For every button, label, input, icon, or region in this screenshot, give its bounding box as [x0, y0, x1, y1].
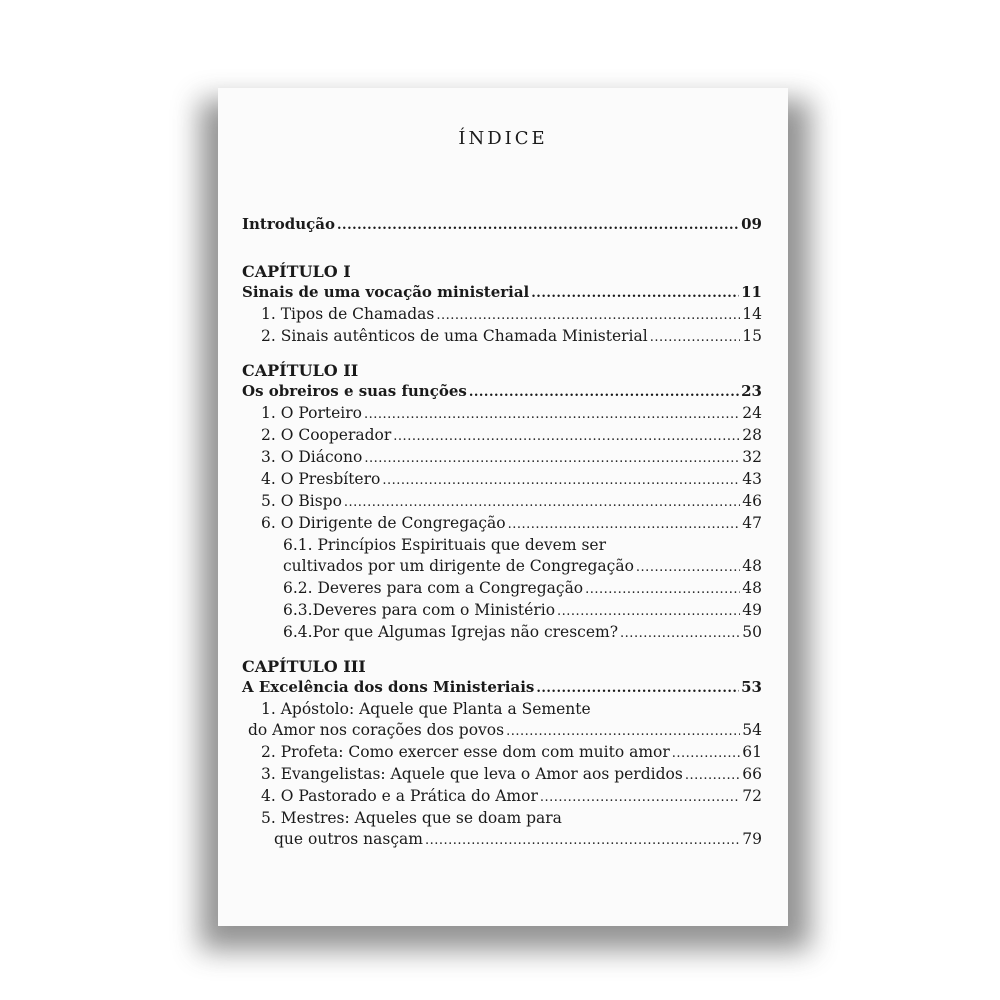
toc-entry — [242, 786, 762, 808]
toc-entry — [242, 469, 762, 491]
entry-page: 14 — [742, 305, 762, 323]
entry-label: 3. Evangelistas: Aquele que leva o Amor aos perdidos — [261, 765, 683, 783]
toc-entry — [242, 304, 762, 326]
entry-page: 47 — [742, 514, 762, 532]
dot-leader — [425, 830, 740, 851]
entry-label: 4. O Pastorado e a Prática do Amor — [261, 787, 538, 805]
table-of-contents — [242, 214, 762, 863]
entry-page: 53 — [741, 678, 762, 696]
toc-entry — [242, 326, 762, 348]
toc-entry-first-line: 5. Mestres: Aqueles que se doam para — [261, 809, 562, 827]
entry-label: Os obreiros e suas funções — [242, 382, 467, 400]
entry-page: 50 — [742, 623, 762, 641]
entry-page: 15 — [742, 327, 762, 345]
toc-entry — [242, 513, 762, 535]
chapter-heading: CAPÍTULO III — [242, 657, 366, 676]
entry-page: 48 — [742, 557, 762, 575]
entry-label: 1. O Porteiro — [261, 404, 362, 422]
dot-leader — [557, 601, 740, 622]
dot-leader — [672, 743, 741, 764]
dot-leader — [585, 579, 740, 600]
toc-entry — [242, 403, 762, 425]
entry-page: 11 — [741, 283, 762, 301]
toc-entry — [242, 578, 762, 600]
entry-label: 6.2. Deveres para com a Congregação — [283, 579, 584, 597]
dot-leader — [685, 765, 740, 786]
entry-page: 43 — [742, 470, 762, 488]
dot-leader — [506, 721, 740, 742]
entry-page: 28 — [742, 426, 762, 444]
dot-leader — [436, 305, 740, 326]
chapter-heading: CAPÍTULO II — [242, 361, 359, 380]
toc-entry-first-line: 6.1. Princípios Espirituais que devem ser — [283, 536, 607, 554]
chapter-title-entry — [242, 282, 762, 304]
toc-entry — [242, 447, 762, 469]
entry-page: 61 — [742, 743, 762, 761]
dot-leader — [393, 426, 740, 447]
dot-leader — [364, 448, 740, 469]
page-title: ÍNDICE — [458, 128, 548, 149]
entry-page: 49 — [742, 601, 762, 619]
toc-entry-first-line: 1. Apóstolo: Aquele que Planta a Semente — [261, 700, 591, 718]
entry-label: 6.4.Por que Algumas Igrejas não crescem? — [283, 623, 619, 641]
toc-entry — [242, 425, 762, 447]
entry-page: 09 — [741, 215, 762, 233]
chapter-title-entry — [242, 381, 762, 403]
entry-label: que outros nasçam — [274, 830, 423, 848]
toc-entry — [242, 556, 762, 578]
toc-entry — [242, 600, 762, 622]
entry-label: 6.3.Deveres para com o Ministério — [283, 601, 556, 619]
toc-entry — [242, 764, 762, 786]
entry-page: 48 — [742, 579, 762, 597]
entry-page: 72 — [742, 787, 762, 805]
toc-entry — [242, 720, 762, 742]
toc-entry — [242, 742, 762, 764]
chapter-2 — [242, 360, 762, 644]
book-page — [218, 88, 788, 926]
entry-label: 5. O Bispo — [261, 492, 342, 510]
entry-label: 4. O Presbítero — [261, 470, 381, 488]
dot-leader — [364, 404, 740, 425]
toc-entry — [242, 622, 762, 644]
entry-page: 32 — [742, 448, 762, 466]
entry-page: 23 — [741, 382, 762, 400]
dot-leader — [344, 492, 740, 513]
dot-leader — [650, 327, 741, 348]
entry-page: 24 — [742, 404, 762, 422]
entry-page: 66 — [742, 765, 762, 783]
dot-leader — [636, 557, 740, 578]
chapter-title-entry — [242, 677, 762, 699]
toc-entry — [242, 829, 762, 851]
dot-leader — [382, 470, 740, 491]
chapter-heading: CAPÍTULO I — [242, 262, 351, 281]
dot-leader — [337, 215, 739, 236]
entry-label: 2. Profeta: Como exercer esse dom com muito amor — [261, 743, 670, 761]
dot-leader — [620, 623, 740, 644]
dot-leader — [540, 787, 740, 808]
entry-label: do Amor nos corações dos povos — [248, 721, 505, 739]
toc-entry — [242, 491, 762, 513]
entry-label: A Excelência dos dons Ministeriais — [242, 678, 535, 696]
toc-entry-introduction — [242, 214, 762, 236]
dot-leader — [508, 514, 741, 535]
dot-leader — [536, 678, 739, 699]
entry-label: Sinais de uma vocação ministerial — [242, 283, 530, 301]
dot-leader — [469, 382, 739, 403]
entry-label: 1. Tipos de Chamadas — [261, 305, 435, 323]
entry-label: 3. O Diácono — [261, 448, 363, 466]
entry-label: 6. O Dirigente de Congregação — [261, 514, 506, 532]
entry-label: Introdução — [242, 215, 336, 233]
entry-page: 54 — [742, 721, 762, 739]
entry-label: 2. O Cooperador — [261, 426, 392, 444]
chapter-3 — [242, 656, 762, 851]
entry-label: cultivados por um dirigente de Congregação — [283, 557, 634, 575]
chapter-1 — [242, 261, 762, 348]
dot-leader — [531, 283, 739, 304]
entry-page: 79 — [742, 830, 762, 848]
entry-label: 2. Sinais autênticos de uma Chamada Ministerial — [261, 327, 648, 345]
entry-page: 46 — [742, 492, 762, 510]
